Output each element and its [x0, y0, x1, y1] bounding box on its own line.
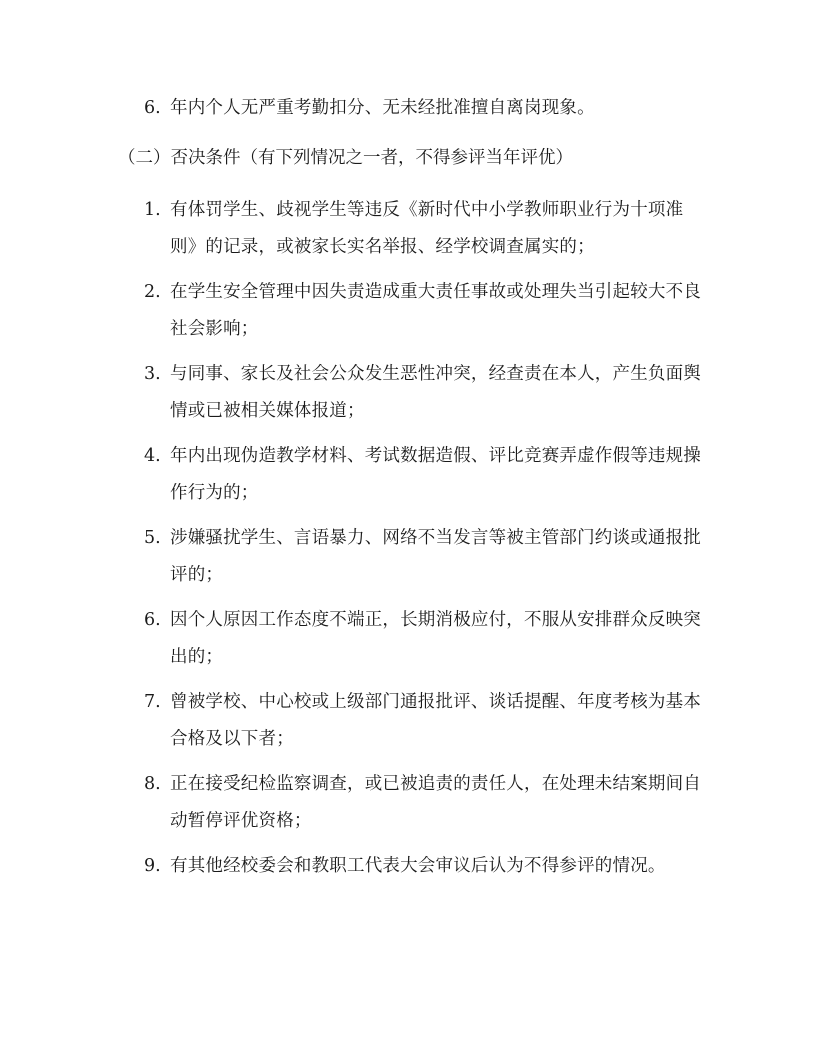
item-text: 曾被学校、中心校或上级部门通报批评、谈话提醒、年度考核为基本合格及以下者； — [170, 692, 701, 749]
item-text: 年内个人无严重考勤扣分、无未经批准擅自离岗现象。 — [170, 98, 595, 118]
item-text: 因个人原因工作态度不端正，长期消极应付，不服从安排群众反映突出的； — [170, 610, 701, 667]
list-item — [144, 90, 704, 127]
item-number: 3. — [144, 364, 161, 384]
list-item — [144, 274, 704, 348]
list-item — [144, 848, 704, 885]
list-item — [144, 520, 704, 594]
item-number: 1. — [144, 200, 161, 220]
item-number: 9. — [144, 856, 161, 876]
item-number: 6. — [144, 610, 161, 630]
section-heading: （二）否决条件（有下列情况之一者，不得参评当年评优） — [118, 148, 573, 168]
item-number: 7. — [144, 692, 161, 712]
item-text: 在学生安全管理中因失责造成重大责任事故或处理失当引起较大不良社会影响； — [170, 282, 701, 339]
list-item — [144, 192, 704, 266]
list-item — [144, 356, 704, 430]
list-item — [144, 766, 704, 840]
item-text: 与同事、家长及社会公众发生恶性冲突，经查责在本人，产生负面舆情或已被相关媒体报道； — [170, 364, 701, 421]
list-item — [144, 684, 704, 758]
item-text: 有体罚学生、歧视学生等违反《新时代中小学教师职业行为十项准则》的记录，或被家长实名举报、经学校调查属实的； — [170, 200, 684, 257]
item-number: 4. — [144, 446, 161, 466]
item-number: 2. — [144, 282, 161, 302]
list-item — [144, 602, 704, 676]
item-number: 8. — [144, 774, 161, 794]
list-item — [144, 438, 704, 512]
item-text: 涉嫌骚扰学生、言语暴力、网络不当发言等被主管部门约谈或通报批评的； — [170, 528, 701, 585]
item-text: 有其他经校委会和教职工代表大会审议后认为不得参评的情况。 — [170, 856, 666, 876]
item-number: 5. — [144, 528, 161, 548]
item-number: 6. — [144, 98, 161, 118]
item-text: 正在接受纪检监察调查，或已被追责的责任人，在处理未结案期间自动暂停评优资格； — [170, 774, 701, 831]
item-text: 年内出现伪造教学材料、考试数据造假、评比竞赛弄虚作假等违规操作行为的； — [170, 446, 701, 503]
